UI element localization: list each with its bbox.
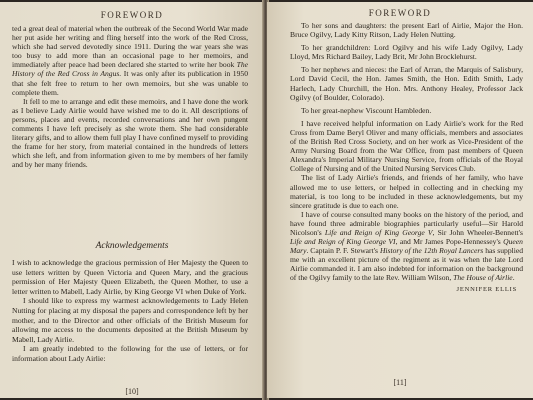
ack-paragraph-2: I should like to express my warmest acknowledgements to Lady Helen Nutting for placing at my disposal the papers and correspondence left by her mother, and to the Director and other officials of the British Museum for allowing me access to the documents deposited at the British Museum by Mabell, Lady Airlie. xyxy=(12,296,248,344)
right-paragraph-3: To her nephews and nieces: the Earl of Arran, the Marquis of Salisbury, Lord David Cecil, the Hon. James Smith, the Hon. Edith Smith, Lady Harlech, Lady Churchill, the Hon. Mrs. Anthony Healey, Professor Jack Ogilvy (of Boulder, Colorado). xyxy=(290,65,523,102)
left-page xyxy=(0,2,264,398)
right-paragraph-6: The list of Lady Airlie's friends, and friends of her family, who have allowed me to use letters, or helped in collecting and in checking my material, is too long to be included in these acknowledgements, but my sincere gratitude is due to each one. xyxy=(290,173,523,210)
right-paragraph-5: I have received helpful information on Lady Airlie's work for the Red Cross from Dame Beryl Oliver and many officials, members and associates of the British Red Cross Society, and on her work as Vice-President of the Army Nursing Board from the War Office, from past members of Queen Alexandra's Imperial Military Nursing Service, from officials of the Royal College of Nursing and of the United Nursing Services Club. xyxy=(290,118,523,174)
left-paragraph-1: ted a great deal of material when the outbreak of the Second World War made her put aside her writing and fling herself into the work of the Red Cross, which she had served devotedly since 1911. During the war years she was too busy to add more than an occasional page to her memoirs, and immediately after peace had been declared she started to write her book The History of the Red Cross in Angus. It was only after its publication in 1950 that she felt free to return to her own memoirs, but she was unable to complete them. xyxy=(12,24,248,97)
right-paragraph-7: I have of course consulted many books on the history of the period, and have found three admirable biographies particularly useful—Sir Harold Nicolson's Life and Reign of King George V, Sir John Wheeler-Bennett's Life and Reign of King George VI, and Mr James Pope-Hennessey's Queen Mary. Captain P. F. Stewart's History of the 12th Royal Lancers has supplied me with an excellent picture of the regiment as it was when the late Lord Airlie commanded it. I am also indebted for information on the background of the Ogilvy family to the late Rev. William Wilson, The House of Airlie. xyxy=(290,209,524,283)
book-title: The History of the Red Cross in Angus. xyxy=(12,60,248,79)
author-signature: JENNIFER ELLIS xyxy=(456,285,517,293)
left-text-column xyxy=(12,24,248,170)
right-paragraph-2: To her grandchildren: Lord Ogilvy and his wife Lady Ogilvy, Lady Lloyd, Mrs Richard Bailey, Lady Brit, Mr John Brocklehurst. xyxy=(290,43,523,62)
page-number-left: [10] xyxy=(125,387,139,396)
running-head-right: FOREWORD xyxy=(368,8,432,18)
right-paragraph-1: To her sons and daughters: the present Earl of Airlie, Major the Hon. Bruce Ogilvy, Lady Kitty Ritson, Lady Helen Nutting. xyxy=(290,21,523,40)
ack-paragraph-3: I am greatly indebted to the following for the use of letters, or for information about Lady Airlie: xyxy=(12,344,248,363)
right-text-column xyxy=(290,21,523,294)
right-page xyxy=(267,2,533,398)
page-number-right: [11] xyxy=(393,378,407,387)
ack-paragraph-1: I wish to acknowledge the gracious permission of Her Majesty the Queen to use letters written by Queen Victoria and Queen Mary, and the gracious permission of Her Majesty Queen Elizabeth, the Queen Mother, to use a letter written to Mabell, Lady Airlie, by King George VI when Duke of York. xyxy=(12,258,248,296)
left-paragraph-2: It fell to me to arrange and edit these memoirs, and I have done the work as I believe Lady Airlie would have wished me to do it. All descriptions of persons, places and events, recorded conversations and her own pungent comments I have left precisely as she wrote them. She had considerable literary gifts, and to allow them full play I have confined myself to providing the frame for her story, from material contained in the hundreds of letters which she left, and from information given to me by members of her family and by her many friends. xyxy=(12,96,248,170)
acknowledgements-heading: Acknowledgements xyxy=(95,241,169,251)
acknowledgements-column xyxy=(12,258,248,364)
right-paragraph-4: To her great-nephew Viscount Hambleden. xyxy=(301,105,432,115)
running-head-left: FOREWORD xyxy=(100,10,164,20)
